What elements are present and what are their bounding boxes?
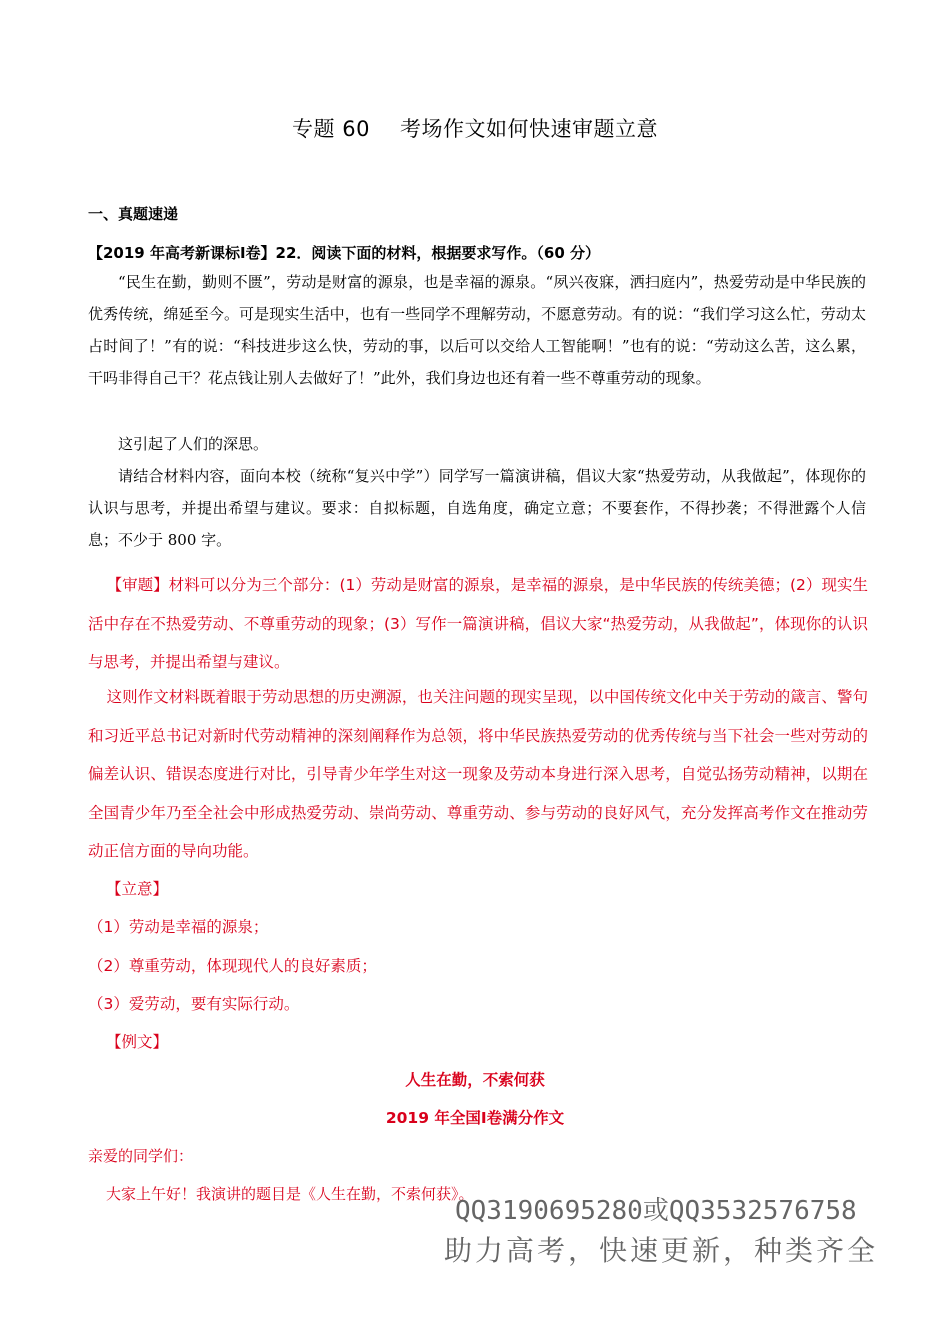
essay-opening: 大家上午好！我演讲的题目是《人生在勤，不索何获》。	[106, 1185, 474, 1203]
section-heading: 一、真题速递	[88, 205, 179, 223]
theme-point-2: （2）尊重劳动，体现现代人的良好素质；	[88, 957, 377, 975]
theme-label: 【立意】	[106, 880, 169, 898]
essay-title: 人生在勤，不索何获	[405, 1071, 545, 1089]
title-number: 专题 60	[292, 117, 370, 141]
question-source: 【2019 年高考新课标Ⅰ卷】22．阅读下面的材料，根据要求写作。（60 分）	[88, 244, 601, 262]
analysis-paragraph-1: 【审题】材料可以分为三个部分：(1）劳动是财富的源泉，是幸福的源泉，是中华民族的传统美德；(2）现实生活中存在不热爱劳动、不尊重劳动的现象；(3）写作一篇演讲稿，倡议大家“热爱劳动，从我做起”，体现你的认识与思考，并提出希望与建议。	[88, 576, 868, 671]
title-text: 考场作文如何快速审题立意	[399, 117, 658, 141]
example-label: 【例文】	[106, 1033, 169, 1051]
material-paragraph-3: 请结合材料内容，面向本校（统称“复兴中学”）同学写一篇演讲稿，倡议大家“热爱劳动，从我做起”，体现你的认识与思考，并提出希望与建议。要求：自拟标题，自选角度，确定立意；不要套作，不得抄袭；不得泄露个人信息；不少于 800 字。	[88, 467, 866, 549]
material-paragraph-1: “民生在勤，勤则不匮”，劳动是财富的源泉，也是幸福的源泉。“夙兴夜寐，洒扫庭内”，热爱劳动是中华民族的优秀传统，绵延至今。可是现实生活中，也有一些同学不理解劳动，不愿意劳动。有的说：“我们学习这么忙，劳动太占时间了！”有的说：“科技进步这么快，劳动的事，以后可以交给人工智能啊！”也有的说：“劳动这么苦，这么累，干吗非得自己干？花点钱让别人去做好了！”此外，我们身边也还有着一些不尊重劳动的现象。	[88, 273, 866, 387]
page-title	[0, 113, 950, 143]
material-paragraph-2: 这引起了人们的深思。	[118, 435, 269, 453]
theme-point-1: （1）劳动是幸福的源泉；	[88, 918, 269, 936]
watermark-slogan: 助力高考，快速更新，种类齐全	[444, 1234, 879, 1267]
theme-point-3: （3）爱劳动，要有实际行动。	[88, 995, 300, 1013]
analysis-paragraph-2: 这则作文材料既着眼于劳动思想的历史溯源，也关注问题的现实呈现，以中国传统文化中关于劳动的箴言、警句和习近平总书记对新时代劳动精神的深刻阐释作为总领，将中华民族热爱劳动的优秀传统与当下社会一些对劳动的偏差认识、错误态度进行对比，引导青少年学生对这一现象及劳动本身进行深入思考，自觉弘扬劳动精神，以期在全国青少年乃至全社会中形成热爱劳动、崇尚劳动、尊重劳动、参与劳动的良好风气，充分发挥高考作文在推动劳动正信方面的导向功能。	[88, 688, 868, 860]
watermark-contact: QQ3190695280或QQ3532576758	[455, 1196, 857, 1226]
essay-subtitle: 2019 年全国Ⅰ卷满分作文	[385, 1109, 565, 1127]
essay-salutation: 亲爱的同学们：	[88, 1147, 194, 1165]
